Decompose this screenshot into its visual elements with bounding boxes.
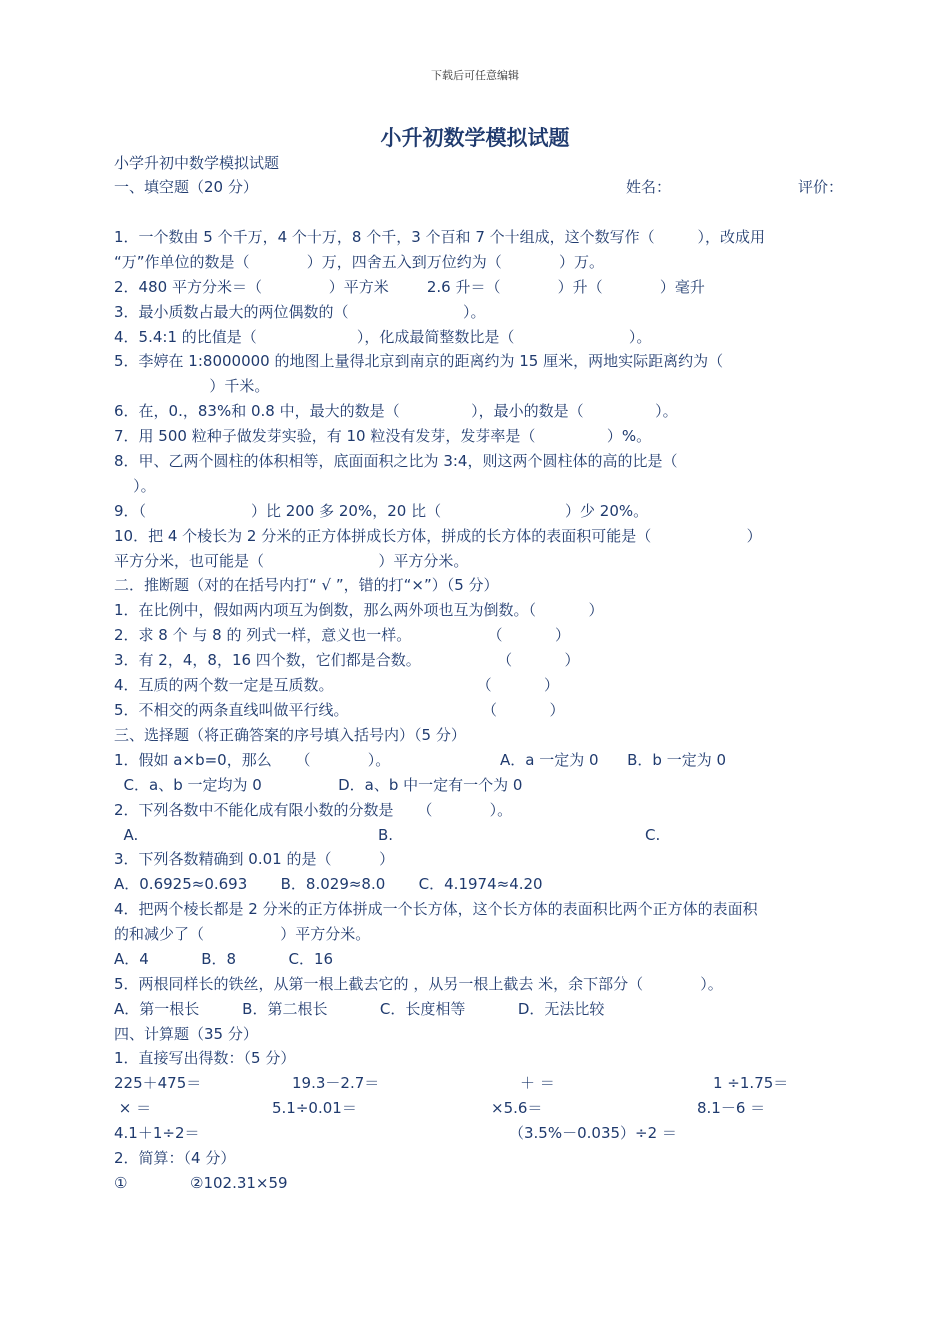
calc-item: ×5.6＝ — [491, 1099, 543, 1117]
question-line: 平方分米，也可能是（ ）平方分米。 — [114, 552, 469, 570]
question-line: 3．有 2，4，8，16 四个数，它们都是合数。 （ ） — [114, 651, 580, 669]
subsection-heading: 2．简算：（4 分） — [114, 1149, 236, 1167]
option-b: B. — [378, 826, 394, 844]
section-3-heading: 三、选择题（将正确答案的序号填入括号内）（5 分） — [114, 726, 466, 744]
question-line: 4．5.4:1 的比值是（ ），化成最简整数比是（ ）。 — [114, 328, 652, 346]
simplify-item: ① — [114, 1174, 128, 1192]
question-line: 3．最小质数占最大的两位偶数的（ ）。 — [114, 303, 486, 321]
question-line: 6．在，0.，83%和 0.8 中，最大的数是（ ），最小的数是（ ）。 — [114, 402, 678, 420]
calc-item: × ＝ — [114, 1099, 152, 1117]
calc-item: ＋ ＝ — [520, 1074, 555, 1092]
question-line: 10．把 4 个棱长为 2 分米的正方体拼成长方体，拼成的长方体的表面积可能是（ ） — [114, 527, 762, 545]
section-2-heading: 二．推断题（对的在括号内打“ √ ”，错的打“×”）（5 分） — [114, 576, 499, 594]
calc-item: （3.5%－0.035）÷2 ＝ — [509, 1124, 677, 1142]
question-line: ）千米。 — [114, 377, 270, 395]
options-line: A．第一根长 B．第二根长 C．长度相等 D．无法比较 — [114, 1000, 605, 1018]
question-line: 5．李婷在 1:8000000 的地图上量得北京到南京的距离约为 15 厘米，两地实际距离约为（ — [114, 352, 724, 370]
question-line: 2．求 8 个 与 8 的 列式一样，意义也一样。 （ ） — [114, 626, 570, 644]
options-line: C．a、b 一定均为 0 D．a、b 中一定有一个为 0 — [114, 776, 523, 794]
calc-item: 4.1＋1÷2＝ — [114, 1124, 200, 1142]
question-line: “万”作单位的数是（ ）万，四舍五入到万位约为（ ）万。 — [114, 253, 604, 271]
subsection-heading: 1．直接写出得数：（5 分） — [114, 1049, 296, 1067]
question-line: 3．下列各数精确到 0.01 的是（ ） — [114, 850, 395, 868]
options-line: A．a 一定为 0 B．b 一定为 0 — [500, 751, 727, 769]
question-line: 1．假如 a×b=0，那么 （ ）。 — [114, 751, 391, 769]
question-line: 4．把两个棱长都是 2 分米的正方体拼成一个长方体，这个长方体的表面积比两个正方体的表面积 — [114, 900, 758, 918]
option-c: C. — [645, 826, 661, 844]
name-label: 姓名： — [626, 178, 672, 196]
simplify-item: ②102.31×59 — [190, 1174, 288, 1192]
score-label: 评价： — [798, 178, 844, 196]
question-line: 的和减少了（ ）平方分米。 — [114, 925, 371, 943]
question-line: ）。 — [114, 477, 156, 495]
question-line: 5．不相交的两条直线叫做平行线。 （ ） — [114, 701, 565, 719]
options-line: A．0.6925≈0.693 B．8.029≈8.0 C．4.1974≈4.20 — [114, 875, 543, 893]
question-line: 2．480 平方分米＝（ ）平方米 2.6 升＝（ ）升（ ）毫升 — [114, 278, 705, 296]
question-line: 9．（ ）比 200 多 20%，20 比（ ）少 20%。 — [114, 502, 649, 520]
calc-item: 5.1÷0.01＝ — [272, 1099, 357, 1117]
question-line: 2．下列各数中不能化成有限小数的分数是 （ ）。 — [114, 801, 513, 819]
question-line: 1．一个数由 5 个千万，4 个十万，8 个千，3 个百和 7 个十组成，这个数写作（ ），改成用 — [114, 228, 766, 246]
question-line: 4．互质的两个数一定是互质数。 （ ） — [114, 676, 560, 694]
options-line: A．4 B．8 C．16 — [114, 950, 334, 968]
section-1-heading: 一、填空题（20 分） — [114, 178, 258, 196]
calc-item: 1 ÷1.75＝ — [713, 1074, 789, 1092]
calc-item: 225＋475＝ — [114, 1074, 202, 1092]
section-4-heading: 四、计算题（35 分） — [114, 1025, 258, 1043]
question-line: 5．两根同样长的铁丝，从第一根上截去它的 ，从另一根上截去 米，余下部分（ ）。 — [114, 975, 723, 993]
header-note: 下载后可任意编辑 — [431, 69, 519, 82]
page-title: 小升初数学模拟试题 — [380, 126, 570, 150]
question-line: 8．甲、乙两个圆柱的体积相等，底面面积之比为 3:4，则这两个圆柱体的高的比是（ — [114, 452, 678, 470]
question-line: 1．在比例中，假如两内项互为倒数，那么两外项也互为倒数。（ ） — [114, 601, 604, 619]
calc-item: 8.1－6 ＝ — [697, 1099, 766, 1117]
calc-item: 19.3－2.7＝ — [292, 1074, 380, 1092]
option-a: A. — [114, 826, 139, 844]
subtitle: 小学升初中数学模拟试题 — [114, 154, 280, 172]
question-line: 7．用 500 粒种子做发芽实验，有 10 粒没有发芽，发芽率是（ ）%。 — [114, 427, 652, 445]
